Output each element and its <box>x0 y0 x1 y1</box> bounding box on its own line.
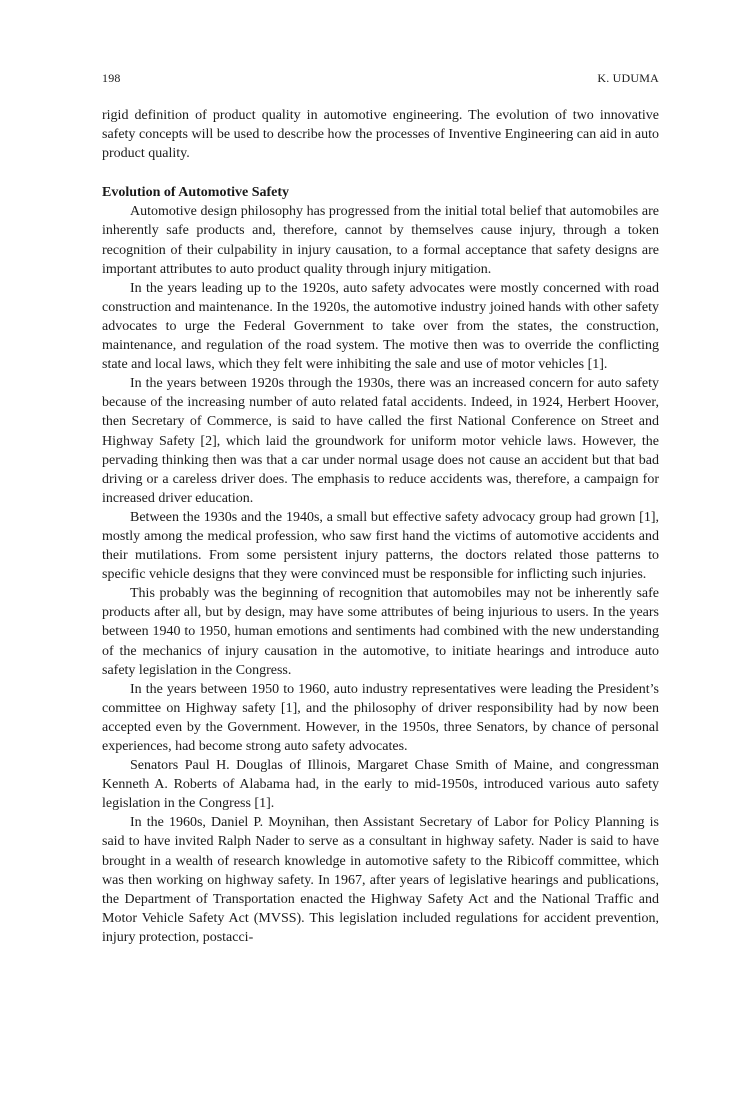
paragraph: Between the 1930s and the 1940s, a small but effective safety advocacy group had grown [1], mostly among the medical profession, who saw first hand the victims of automotive accidents and their mutilations. From some persistent injury patterns, the doctors related those patterns to specific vehicle designs that they were convinced must be responsible for inflicting such injuries. <box>102 509 659 583</box>
author-name: K. UDUMA <box>597 71 659 85</box>
paragraph: In the years between 1950 to 1960, auto industry representatives were leading the President’s committee on Highway safety [1], and the philosophy of driver responsibility had by now been accepted even by the Government. However, in the 1950s, three Senators, by chance of personal experiences, had become strong auto safety advocates. <box>102 681 659 754</box>
intro-paragraph: rigid definition of product quality in automotive engineering. The evolution of two innovative safety concepts will be used to describe how the processes of Inventive Engineering can aid in auto product quality. <box>102 108 659 162</box>
paragraph: Automotive design philosophy has progressed from the initial total belief that automobiles are inherently safe products and, therefore, cannot by themselves cause injury, through a token recognition of their culpability in injury causation, to a formal acceptance that safety designs are important attributes to auto product quality through injury mitigation. <box>102 204 659 277</box>
paragraph: This probably was the beginning of recognition that automobiles may not be inherently safe products after all, but by design, may have some attributes of being injurious to users. In the years between 1940 to 1950, human emotions and sentiments had combined with the new understanding of the mechanics of injury causation in the automotive, to initiate hearings and introduce auto safety legislation in the Congress. <box>102 586 659 678</box>
running-header <box>102 70 659 86</box>
paragraph: Senators Paul H. Douglas of Illinois, Margaret Chase Smith of Maine, and congressman Kenneth A. Roberts of Alabama had, in the early to mid-1950s, introduced various auto safety legislation in the Congress [1]. <box>102 758 659 812</box>
paragraph: In the years leading up to the 1920s, auto safety advocates were mostly concerned with road construction and maintenance. In the 1920s, the automotive industry joined hands with other safety advocates to urge the Federal Government to take over from the states, the construction, maintenance, and regulation of the road system. The motive then was to override the conflicting state and local laws, which they felt were inhibiting the sale and use of motor vehicles [1]. <box>102 280 659 373</box>
paragraph: In the years between 1920s through the 1930s, there was an increased concern for auto safety because of the increasing number of auto related fatal accidents. Indeed, in 1924, Herbert Hoover, then Secretary of Commerce, is said to have called the first National Conference on Street and Highway Safety [2], which laid the groundwork for uniform motor vehicle laws. However, the pervading thinking then was that a car under normal usage does not cause an accident but that bad driving or a careless driver does. The emphasis to reduce accidents was, therefore, a campaign for increased driver education. <box>102 376 659 506</box>
page-number: 198 <box>102 71 121 85</box>
section-heading: Evolution of Automotive Safety <box>102 185 290 201</box>
paragraph: In the 1960s, Daniel P. Moynihan, then Assistant Secretary of Labor for Policy Planning is said to have invited Ralph Nader to serve as a consultant in highway safety. Nader is said to have brought in a wealth of research knowledge in automotive safety to the Ribicoff committee, which was then working on highway safety. In 1967, after years of legislative hearings and publications, the Department of Transportation enacted the Highway Safety Act and the National Traffic and Motor Vehicle Safety Act (MVSS). This legislation included regulations for accident prevention, injury protection, postacci- <box>102 815 659 945</box>
body-text <box>102 106 659 947</box>
page <box>102 70 659 947</box>
